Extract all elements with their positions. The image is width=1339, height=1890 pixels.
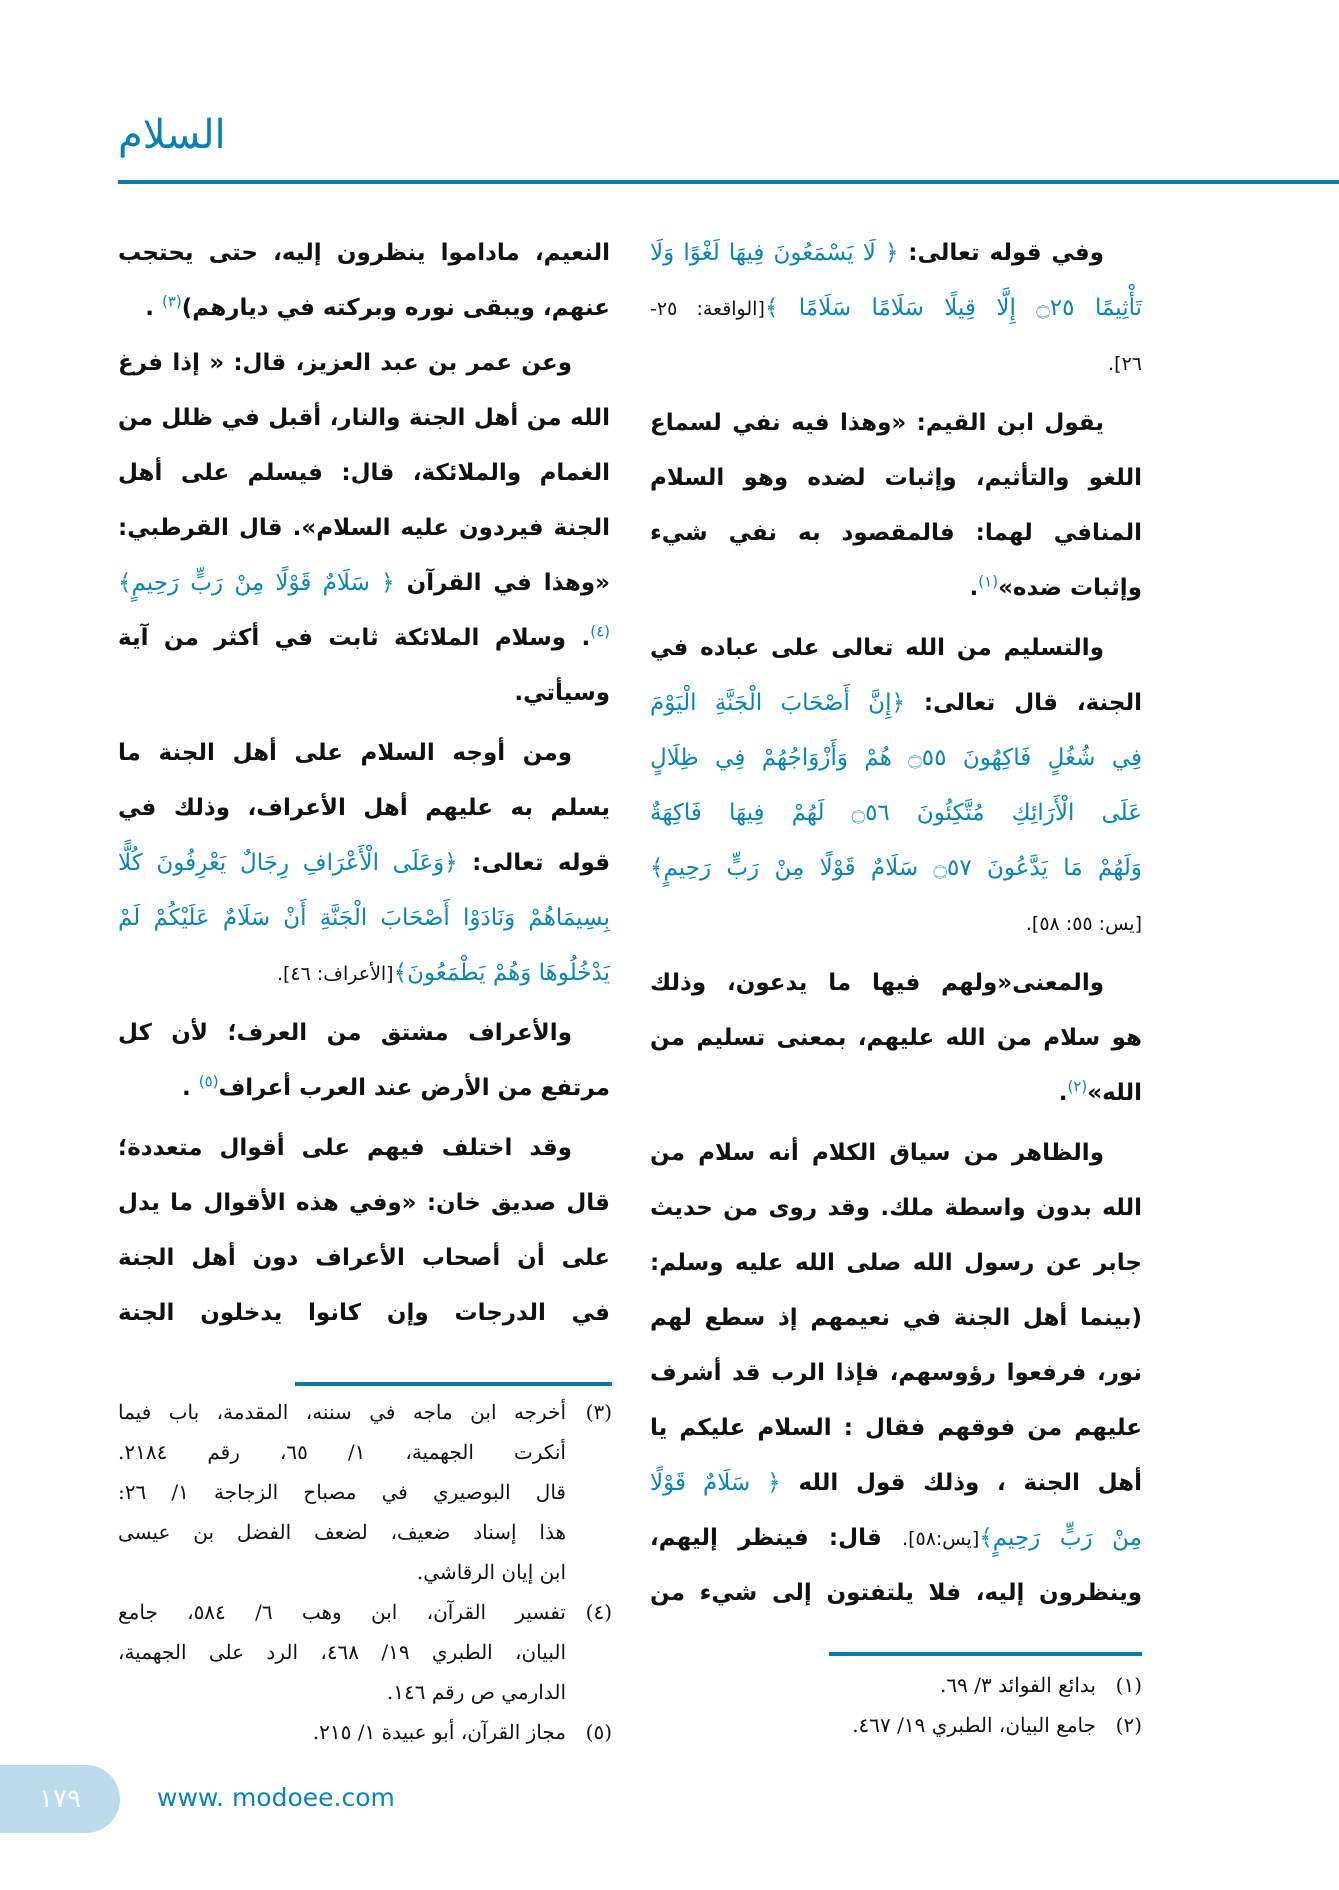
- body-text: الله»: [1087, 1080, 1142, 1106]
- body-text: وعن عمر بن عبد العزيز، قال: « إذا فرغ: [118, 350, 572, 376]
- body-text: ومن أوجه السلام على أهل الجنة ما: [118, 740, 572, 766]
- footnote-marker: (٣): [162, 292, 182, 311]
- text-line: [650, 1066, 1142, 1121]
- text-line: [650, 1346, 1142, 1401]
- body-text: على أن أصحاب الأعراف دون أهل الجنة: [118, 1245, 610, 1271]
- quran-verse: فِي شُغُلٍ فَاكِهُونَ ۝٥٥ هُمْ وَأَزْوَاجُهُمْ فِي ظِلَالٍ: [650, 745, 1142, 771]
- body-text: وسيأتي.: [514, 680, 610, 706]
- verse-reference: [الأعراف: ٤٦].: [276, 963, 394, 985]
- footnotes-right: [650, 1665, 1142, 1745]
- body-text: . وسلام الملائكة ثابت في أكثر من آية: [118, 625, 591, 651]
- text-line: [650, 1291, 1142, 1346]
- verse-reference: [يس:٥٨].: [902, 1528, 980, 1550]
- verse-reference: [الواقعة: ٢٥-: [650, 298, 765, 320]
- body-text: المنافي لهما: فالمقصود به نفي شيء: [650, 520, 1142, 546]
- text-line: [650, 226, 1142, 281]
- verse-reference: [يس: ٥٥: ٥٨].: [1025, 913, 1142, 935]
- text-line: [650, 1126, 1142, 1181]
- body-text: جابر عن رسول الله صلى الله عليه وسلم:: [650, 1250, 1142, 1276]
- footnote-text: هذا إسناد ضعيف، لضعف الفضل بن عيسى: [118, 1520, 566, 1544]
- footnote-text: أخرجه ابن ماجه في سننه، المقدمة، باب فيما: [118, 1400, 566, 1424]
- body-text: .: [145, 295, 162, 321]
- footnote-text: بدائع الفوائد ٣/ ٦٩.: [940, 1673, 1096, 1697]
- body-text: أهل الجنة ، وذلك قول الله: [780, 1470, 1143, 1496]
- text-line: [650, 621, 1142, 676]
- footnote-rule-left: [295, 1382, 612, 1386]
- text-line: [650, 676, 1142, 731]
- body-text: الله بدون واسطة ملك. وقد روى من حديث: [650, 1195, 1142, 1221]
- text-line: [650, 731, 1142, 786]
- quran-verse: عَلَى الْأَرَائِكِ مُتَّكِئُونَ ۝٥٦ لَهُمْ فِيهَا فَاكِهَةٌ: [650, 800, 1142, 826]
- text-line: [118, 946, 610, 1001]
- quran-verse: تَأْثِيمًا ۝٢٥ إِلَّا قِيلًا سَلَامًا سَلَامًا ﴾: [764, 295, 1143, 321]
- right-column: [650, 226, 1142, 1621]
- quran-verse: ﴿إِنَّ أَصْحَابَ الْجَنَّةِ الْيَوْمَ: [650, 690, 905, 716]
- body-text: وينظرون إليه، فلا يلتفتون إلى شيء من: [650, 1580, 1142, 1606]
- quran-verse: ﴿ سَلَامٌ قَوْلًا مِنْ رَبٍّ رَحِيمٍ﴾: [118, 570, 395, 596]
- footnote-marker: (٥): [198, 1072, 219, 1091]
- text-line: [118, 891, 610, 946]
- footnote-number: (٣): [585, 1400, 612, 1424]
- text-line: [650, 1011, 1142, 1066]
- footnote-number: (٢): [1115, 1713, 1142, 1737]
- body-text: اللغو والتأثيم، وإثبات لضده وهو السلام: [650, 465, 1142, 491]
- text-line: [650, 786, 1142, 841]
- body-text: وإثبات ضده»: [998, 575, 1142, 601]
- text-line: [118, 836, 610, 891]
- footnote-text: البيان، الطبري ١٩/ ٤٦٨، الرد على الجهمية،: [118, 1640, 566, 1664]
- body-text: .: [1058, 1080, 1068, 1106]
- footnote-text: أنكرت الجهمية، ١/ ٦٥، رقم ٢١٨٤.: [118, 1440, 566, 1464]
- text-line: [118, 1006, 610, 1061]
- body-text: الغمام والملائكة، قال: فيسلم على أهل: [118, 460, 610, 486]
- body-text: هو سلام من الله عليهم، بمعنى تسليم من: [650, 1025, 1142, 1051]
- footnotes-left: [118, 1392, 612, 1752]
- text-line: [118, 666, 610, 721]
- body-text: الجنة، قال تعالى:: [904, 690, 1143, 716]
- quran-verse: وَلَهُمْ مَا يَدَّعُونَ ۝٥٧ سَلَامٌ قَوْلًا مِنْ رَبٍّ رَحِيمٍ﴾: [650, 855, 1142, 881]
- footnote-text: تفسير القرآن، ابن وهب ٦/ ٥٨٤، جامع: [118, 1600, 566, 1624]
- text-line: [118, 1231, 610, 1286]
- body-text: عنهم، ويبقى نوره وبركته في ديارهم): [181, 295, 610, 321]
- footnote-number: (١): [1115, 1673, 1142, 1697]
- footnote: [118, 1392, 612, 1592]
- header-rule: [118, 180, 1339, 184]
- text-line: [650, 841, 1142, 896]
- text-line: [118, 501, 610, 556]
- body-text: والمعنى«ولهم فيها ما يدعون، وذلك: [650, 970, 1104, 996]
- text-line: [118, 1286, 610, 1341]
- quran-verse: يَدْخُلُوهَا وَهُمْ يَطْمَعُونَ﴾: [393, 960, 610, 986]
- text-line: [118, 726, 610, 781]
- footnote-text: جامع البيان، الطبري ١٩/ ٤٦٧.: [852, 1713, 1096, 1737]
- text-line: [650, 451, 1142, 506]
- quran-verse: ﴿ لَا يَسْمَعُونَ فِيهَا لَغْوًا وَلَا: [650, 240, 899, 266]
- text-line: [118, 611, 610, 666]
- footnote: [650, 1665, 1142, 1705]
- text-line: [650, 956, 1142, 1011]
- body-text: وفي قوله تعالى:: [898, 240, 1104, 266]
- text-line: [650, 1511, 1142, 1566]
- footnote-marker: (٢): [1067, 1077, 1088, 1096]
- text-line: [118, 446, 610, 501]
- text-line: [650, 1401, 1142, 1456]
- quran-verse: ﴿ سَلَامٌ قَوْلًا: [650, 1470, 781, 1496]
- footnote-number: (٤): [585, 1600, 612, 1624]
- text-line: [650, 1181, 1142, 1236]
- body-text: قال: فينظر إليهم،: [650, 1525, 903, 1551]
- text-line: [650, 506, 1142, 561]
- quran-verse: مِنْ رَبٍّ رَحِيمٍ﴾: [979, 1525, 1142, 1551]
- footnote-marker: (٤): [590, 622, 610, 641]
- website-link[interactable]: www. modoee.com: [157, 1783, 395, 1812]
- body-text: والتسليم من الله تعالى على عباده في: [650, 635, 1104, 661]
- body-text: (بينما أهل الجنة في نعيمهم إذ سطع لهم: [650, 1305, 1142, 1331]
- body-text: الجنة فيردون عليه السلام». قال القرطبي:: [118, 515, 610, 541]
- body-text: يقول ابن القيم: «وهذا فيه نفي لسماع: [650, 410, 1104, 436]
- body-text: نور، فرفعوا رؤوسهم، فإذا الرب قد أشرف: [650, 1360, 1142, 1386]
- text-line: [650, 896, 1142, 951]
- footnote-rule-right: [829, 1652, 1142, 1656]
- text-line: [650, 336, 1142, 391]
- footnote-text: الدارمي ص رقم ١٤٦.: [386, 1680, 566, 1704]
- chapter-title: السلام: [118, 112, 226, 158]
- text-line: [650, 396, 1142, 451]
- body-text: قال صديق خان: «وفي هذه الأقوال ما يدل: [118, 1190, 610, 1216]
- footnote: [650, 1705, 1142, 1745]
- text-line: [118, 281, 610, 336]
- body-text: في الدرجات وإن كانوا يدخلون الجنة: [118, 1300, 610, 1326]
- body-text: مرتفع من الأرض عند العرب أعراف: [218, 1075, 610, 1101]
- body-text: .: [182, 1075, 199, 1101]
- body-text: «وهذا في القرآن: [394, 570, 610, 596]
- quran-verse: بِسِيمَاهُمْ وَنَادَوْا أَصْحَابَ الْجَنَّةِ أَنْ سَلَامٌ عَلَيْكُمْ لَمْ: [118, 905, 610, 931]
- body-text: يسلم به عليهم أهل الأعراف، وذلك في: [118, 795, 610, 821]
- text-line: [118, 336, 610, 391]
- body-text: قوله تعالى:: [457, 850, 610, 876]
- body-text: .: [969, 575, 979, 601]
- text-line: [118, 1121, 610, 1176]
- text-line: [650, 1236, 1142, 1291]
- text-line: [118, 781, 610, 836]
- text-line: [650, 561, 1142, 616]
- text-line: [650, 1566, 1142, 1621]
- footnote-text: ابن إيان الرقاشي.: [416, 1560, 566, 1584]
- footnote: [118, 1592, 612, 1712]
- verse-reference: ٢٦].: [1108, 353, 1142, 375]
- quran-verse: ﴿وَعَلَى الْأَعْرَافِ رِجَالٌ يَعْرِفُونَ كُلًّا: [118, 850, 458, 876]
- footnote-marker: (١): [978, 572, 999, 591]
- text-line: [118, 226, 610, 281]
- text-line: [650, 281, 1142, 336]
- text-line: [118, 391, 610, 446]
- text-line: [650, 1456, 1142, 1511]
- footnote-text: قال البوصيري في مصباح الزجاجة ١/ ٢٦:: [118, 1480, 566, 1504]
- footnote-text: مجاز القرآن، أبو عبيدة ١/ ٢١٥.: [312, 1720, 566, 1744]
- text-line: [118, 1061, 610, 1116]
- body-text: الله من أهل الجنة والنار، أقبل في ظلل من: [118, 405, 610, 431]
- left-column: [118, 226, 610, 1341]
- body-text: عليهم من فوقهم فقال : السلام عليكم يا: [650, 1415, 1142, 1441]
- body-text: والأعراف مشتق من العرف؛ لأن كل: [118, 1020, 572, 1046]
- page-number: ١٧٩: [0, 1765, 120, 1833]
- body-text: والظاهر من سياق الكلام أنه سلام من: [650, 1140, 1104, 1166]
- text-line: [118, 556, 610, 611]
- footnote-number: (٥): [585, 1720, 612, 1744]
- text-line: [118, 1176, 610, 1231]
- body-text: وقد اختلف فيهم على أقوال متعددة؛: [118, 1135, 572, 1161]
- body-text: النعيم، ماداموا ينظرون إليه، حتى يحتجب: [118, 240, 610, 266]
- footnote: [118, 1712, 612, 1752]
